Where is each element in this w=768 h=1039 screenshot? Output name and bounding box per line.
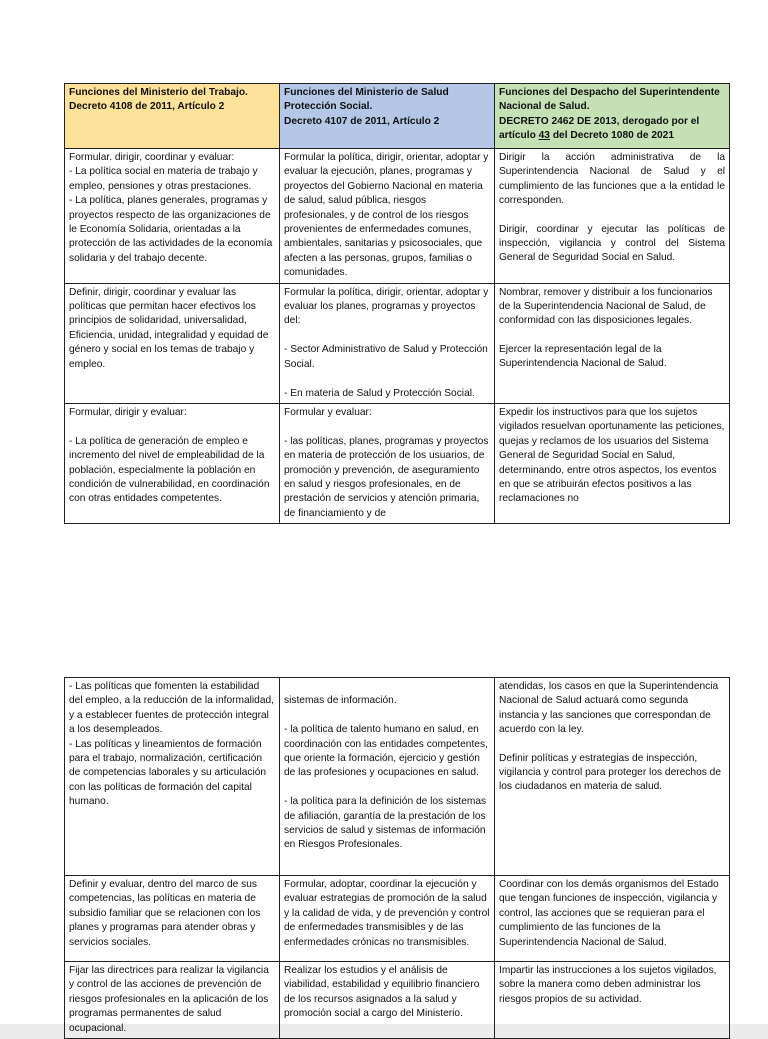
cell-trabajo: Fijar las directrices para realizar la vigilancia y control de las acciones de prevención de riesgos profesionales en la aplicación de los programas permanentes de salud ocupacional. (65, 962, 280, 1039)
header-col3-text-end: del Decreto 1080 de 2021 (549, 130, 675, 142)
cell-salud: Formular y evaluar: - las políticas, planes, programas y proyectos en materia de protección de los usuarios, de promoción y prevención, de aseguramiento en salud y riesgos profesionales, en de prestación de servicios y atención primaria, de financiamiento y de (280, 403, 495, 523)
cell-superintendente: Impartir las instrucciones a los sujetos vigilados, sobre la manera como deben administrar los riesgos propios de su actividad. (495, 962, 730, 1039)
cell-superintendente (495, 283, 730, 403)
cell-salud: Formular la política, dirigir, orientar, adoptar y evaluar los planes, programas y proyectos del: - Sector Administrativo de Salud y Protección Social. - En materia de Salud y Protección Social. (280, 283, 495, 403)
table-row (65, 678, 730, 876)
table-row (65, 876, 730, 962)
cell-salud: Formular, adoptar, coordinar la ejecución y evaluar estrategias de promoción de la salud y la calidad de vida, y de prevención y control de enfermedades transmisibles y de las enfermedades crónicas no transmisibles. (280, 876, 495, 962)
cell-paragraph: Dirigir, coordinar y ejecutar las políticas de inspección, vigilancia y control del Sistema General de Seguridad Social en Salud. (499, 223, 725, 264)
cell-paragraph: Definir políticas y estrategias de inspección, vigilancia y control para proteger los derechos de los ciudadanos en materia de salud. (499, 752, 721, 793)
cell-paragraph: Expedir los instructivos para que los sujetos vigilados resuelvan oportunamente las peticiones, quejas y reclamos de los usuarios del Sistema General de Seguridad Social en Salud, determinando, entre otros aspectos, los eventos en que se atribuirán efectos positivos a las reclamaciones no (499, 406, 725, 505)
table-row (65, 962, 730, 1039)
header-col3-text: Funciones del Despacho del Superintendente Nacional de Salud. DECRETO 2462 DE 2013, derogado por el artículo (499, 87, 720, 142)
cell-trabajo: - Las políticas que fomenten la estabilidad del empleo, a la reducción de la informalidad, y a establecer fuentes de protección integral a los desempleados. - Las políticas y lineamientos de formación para el trabajo, normalización, certificación de competencias laborales y su articulación con las políticas de formación del capital humano. (65, 678, 280, 876)
table-row (65, 403, 730, 523)
cell-salud: Formular la política, dirigir, orientar, adoptar y evaluar la ejecución, planes, programas y proyectos del Gobierno Nacional en materia de salud, salud pública, riesgos profesionales, y de control de los riesgos provenientes de enfermedades comunes, ambientales, sanitarias y psicosociales, que afecten a las personas, grupos, familias o comunidades. (280, 149, 495, 284)
table-row (65, 283, 730, 403)
cell-trabajo: Definir y evaluar, dentro del marco de sus competencias, las políticas en materia de subsidio familiar que se relacionen con los planes y programas para atender obras y servicios sociales. (65, 876, 280, 962)
cell-salud: Realizar los estudios y el análisis de viabilidad, estabilidad y equilibrio financiero de los recursos asignados a la salud y promoción social a cargo del Ministerio. (280, 962, 495, 1039)
header-col3-article-link[interactable]: 43 (538, 130, 550, 142)
cell-trabajo: Formular, dirigir y evaluar: - La política de generación de empleo e incremento del nivel de empleabilidad de la población, especialmente la población en condición de vulnerabilidad, en coordinación con otras entidades competentes. (65, 403, 280, 523)
cell-trabajo: Definir, dirigir, coordinar y evaluar las políticas que permitan hacer efectivos los principios de solidaridad, universalidad, Eficiencia, unidad, integralidad y equidad de género y social en los temas de trabajo y empleo. (65, 283, 280, 403)
cell-superintendente (495, 149, 730, 284)
cell-paragraph: Dirigir la acción administrativa de la Superintendencia Nacional de Salud y el cumplimiento de las funciones que a la entidad le corresponden. (499, 152, 725, 207)
cell-trabajo: Formular. dirigir, coordinar y evaluar: - La política social en materia de trabajo y empleo, pensiones y otras prestaciones. - La política, planes generales, programas y proyectos respecto de las organizaciones de le Economía Solidaria, orientadas a la protección de las actividades de la economía solidaria y del trabajo decente. (65, 149, 280, 284)
header-superintendente-salud (495, 84, 730, 149)
header-ministerio-trabajo: Funciones del Ministerio del Trabajo. Decreto 4108 de 2011, Artículo 2 (65, 84, 280, 149)
functions-table-top (64, 83, 730, 524)
table-header-row (65, 84, 730, 149)
table-row (65, 149, 730, 284)
cell-paragraph: Ejercer la representación legal de la Superintendencia Nacional de Salud. (499, 343, 667, 370)
cell-paragraph: atendidas, los casos en que la Superintendencia Nacional de Salud actuará como segunda instancia y las sanciones que correspondan de acuerdo con la ley. (499, 681, 719, 736)
cell-paragraph: Nombrar, remover y distribuir a los funcionarios de la Superintendencia Nacional de Salud, de conformidad con las disposiciones legales. (499, 286, 713, 327)
cell-salud: sistemas de información. - la política de talento humano en salud, en coordinación con las entidades competentes, que oriente la formación, ejercicio y gestión de las profesiones y ocupaciones en salud. - la política para la definición de los sistemas de afiliación, garantía de la prestación de los servicios de salud y sistemas de información en Riesgos Profesionales. (280, 678, 495, 876)
cell-superintendente (495, 403, 730, 523)
cell-superintendente: Coordinar con los demás organismos del Estado que tengan funciones de inspección, vigilancia y control, las acciones que se requieran para el cumplimiento de las funciones de la Superintendencia Nacional de Salud. (495, 876, 730, 962)
cell-superintendente (495, 678, 730, 876)
header-ministerio-salud: Funciones del Ministerio de Salud Protección Social. Decreto 4107 de 2011, Artículo 2 (280, 84, 495, 149)
functions-table-bottom (64, 677, 730, 1039)
